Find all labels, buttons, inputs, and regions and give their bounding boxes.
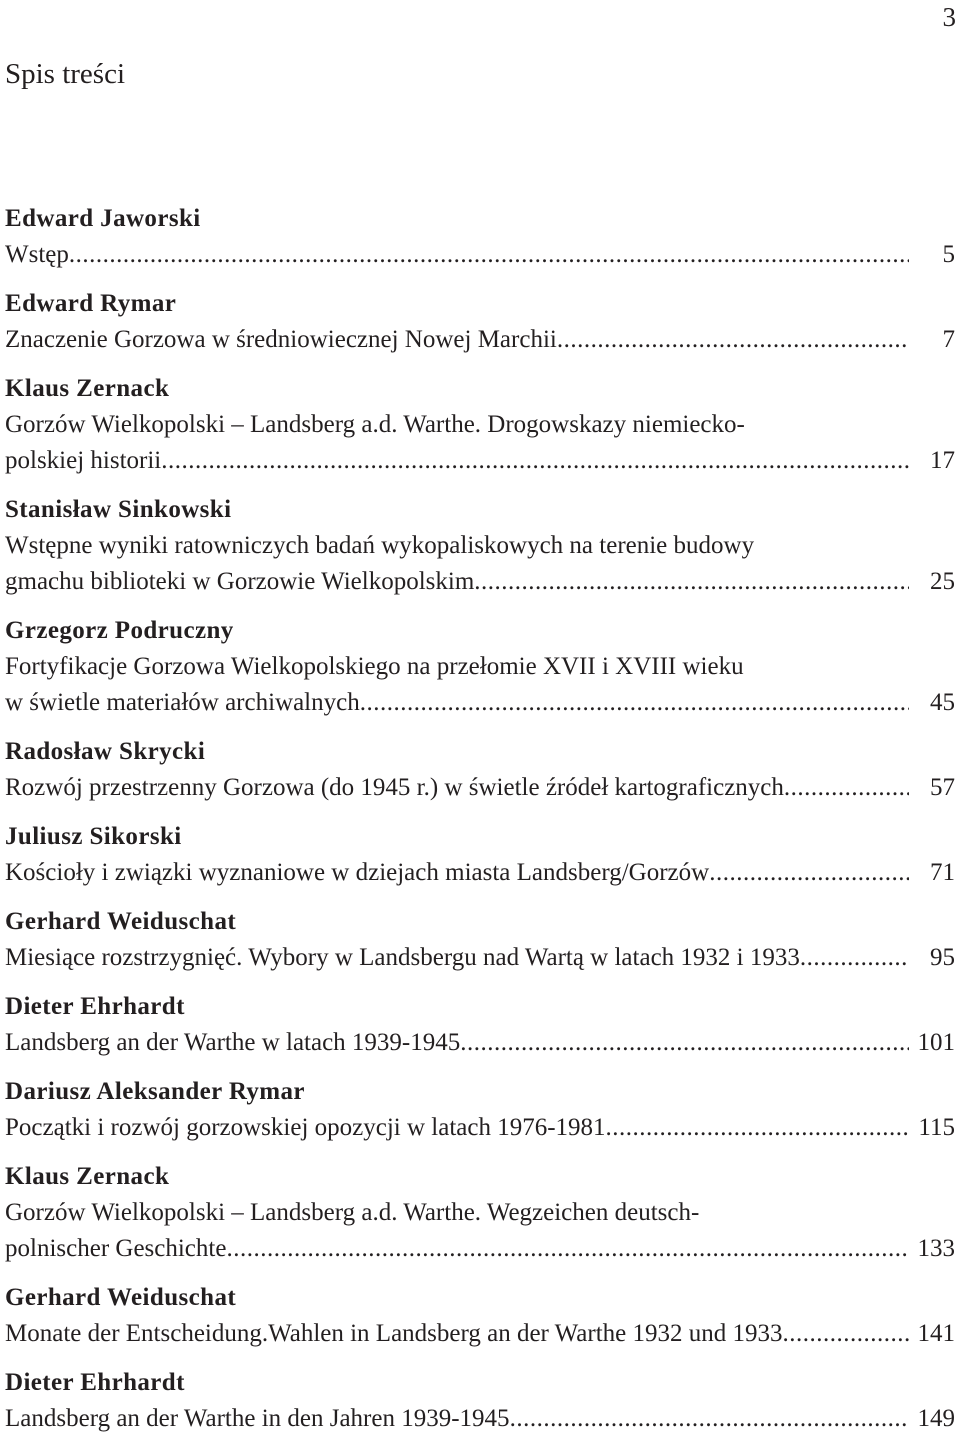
page-number: 3 bbox=[942, 2, 956, 32]
toc-author: Dieter Ehrhardt bbox=[5, 1369, 185, 1396]
toc-title-row bbox=[5, 564, 955, 600]
toc-entry bbox=[5, 1159, 955, 1267]
toc-title-text: polskiej historii bbox=[5, 447, 162, 474]
toc-author: Klaus Zernack bbox=[5, 1163, 170, 1190]
toc-title-text: Rozwój przestrzenny Gorzowa (do 1945 r.) w świetle źródeł kartograficznych bbox=[5, 774, 784, 801]
toc-author: Klaus Zernack bbox=[5, 375, 170, 402]
toc-page-number: 101 bbox=[917, 1029, 955, 1056]
toc-entry bbox=[5, 1365, 955, 1437]
toc-title-row bbox=[5, 443, 955, 479]
toc-page-number: 71 bbox=[930, 859, 955, 886]
toc-title-row bbox=[5, 770, 955, 806]
toc-title-text: Landsberg an der Warthe in den Jahren 1939-1945 bbox=[5, 1405, 510, 1432]
toc-title-line: Gorzów Wielkopolski – Landsberg a.d. Warthe. Wegzeichen deutsch- bbox=[5, 1199, 700, 1226]
dot-leader bbox=[226, 1231, 909, 1267]
toc-page-number: 25 bbox=[930, 568, 955, 595]
dot-leader bbox=[800, 940, 909, 976]
toc-author: Grzegorz Podruczny bbox=[5, 617, 234, 644]
toc-title-row bbox=[5, 940, 955, 976]
toc-title-row bbox=[5, 322, 955, 358]
toc-title-text: Wstęp bbox=[5, 241, 69, 268]
toc-entry bbox=[5, 201, 955, 273]
toc-title-row bbox=[5, 1231, 955, 1267]
toc-title-row bbox=[5, 1401, 955, 1437]
dot-leader bbox=[360, 685, 909, 721]
toc-entry bbox=[5, 734, 955, 806]
dot-leader bbox=[161, 443, 909, 479]
toc-title-line: Wstępne wyniki ratowniczych badań wykopaliskowych na terenie budowy bbox=[5, 532, 755, 559]
toc-page-number: 149 bbox=[917, 1405, 955, 1432]
page-title: Spis treści bbox=[5, 58, 126, 90]
toc-title-row bbox=[5, 1025, 955, 1061]
toc-page-number: 17 bbox=[930, 447, 955, 474]
dot-leader bbox=[460, 1025, 909, 1061]
toc-title-text: Znaczenie Gorzowa w średniowiecznej Nowej Marchii bbox=[5, 326, 557, 353]
toc-title-line: Fortyfikacje Gorzowa Wielkopolskiego na przełomie XVII i XVIII wieku bbox=[5, 653, 744, 680]
toc-title-text: Miesiące rozstrzygnięć. Wybory w Landsbergu nad Wartą w latach 1932 i 1933 bbox=[5, 944, 800, 971]
toc-title-text: Monate der Entscheidung.Wahlen in Landsberg an der Warthe 1932 und 1933 bbox=[5, 1320, 783, 1347]
dot-leader bbox=[606, 1110, 909, 1146]
toc-entry bbox=[5, 1280, 955, 1352]
toc-page-number: 141 bbox=[917, 1320, 955, 1347]
toc-author: Edward Rymar bbox=[5, 290, 177, 317]
toc-author: Juliusz Sikorski bbox=[5, 823, 182, 850]
toc-title-row bbox=[5, 685, 955, 721]
dot-leader bbox=[557, 322, 909, 358]
toc-title-text: polnischer Geschichte bbox=[5, 1235, 227, 1262]
toc-title-row bbox=[5, 1316, 955, 1352]
toc-author: Stanisław Sinkowski bbox=[5, 496, 232, 523]
toc-title-text: gmachu biblioteki w Gorzowie Wielkopolskim bbox=[5, 568, 475, 595]
toc-author: Dieter Ehrhardt bbox=[5, 993, 185, 1020]
toc-page-number: 115 bbox=[918, 1114, 955, 1141]
toc-title-text: w świetle materiałów archiwalnych bbox=[5, 689, 360, 716]
toc-title-row bbox=[5, 1110, 955, 1146]
dot-leader bbox=[709, 855, 909, 891]
toc-title-row bbox=[5, 237, 955, 273]
toc-author: Gerhard Weiduschat bbox=[5, 908, 237, 935]
toc-entry bbox=[5, 819, 955, 891]
toc-entry bbox=[5, 989, 955, 1061]
toc-entry bbox=[5, 904, 955, 976]
toc-author: Radosław Skrycki bbox=[5, 738, 206, 765]
toc-entry bbox=[5, 613, 955, 721]
toc-title-row bbox=[5, 855, 955, 891]
dot-leader bbox=[783, 1316, 910, 1352]
toc-entry bbox=[5, 286, 955, 358]
toc-title-text: Kościoły i związki wyznaniowe w dziejach miasta Landsberg/Gorzów bbox=[5, 859, 710, 886]
toc-page-number: 45 bbox=[930, 689, 955, 716]
dot-leader bbox=[784, 770, 909, 806]
toc-author: Gerhard Weiduschat bbox=[5, 1284, 237, 1311]
toc-page-number: 5 bbox=[942, 241, 955, 268]
toc-title-line: Gorzów Wielkopolski – Landsberg a.d. Warthe. Drogowskazy niemiecko- bbox=[5, 411, 745, 438]
toc-title-text: Początki i rozwój gorzowskiej opozycji w latach 1976-1981 bbox=[5, 1114, 606, 1141]
dot-leader bbox=[474, 564, 909, 600]
toc-page-number: 95 bbox=[930, 944, 955, 971]
toc-page-number: 57 bbox=[930, 774, 955, 801]
table-of-contents bbox=[5, 201, 955, 1450]
dot-leader bbox=[510, 1401, 909, 1437]
toc-page-number: 133 bbox=[917, 1235, 955, 1262]
toc-entry bbox=[5, 1074, 955, 1146]
toc-title-text: Landsberg an der Warthe w latach 1939-1945 bbox=[5, 1029, 461, 1056]
dot-leader bbox=[69, 237, 909, 273]
toc-page-number: 7 bbox=[942, 326, 955, 353]
toc-entry bbox=[5, 492, 955, 600]
toc-author: Dariusz Aleksander Rymar bbox=[5, 1078, 305, 1105]
toc-author: Edward Jaworski bbox=[5, 205, 201, 232]
toc-entry bbox=[5, 371, 955, 479]
